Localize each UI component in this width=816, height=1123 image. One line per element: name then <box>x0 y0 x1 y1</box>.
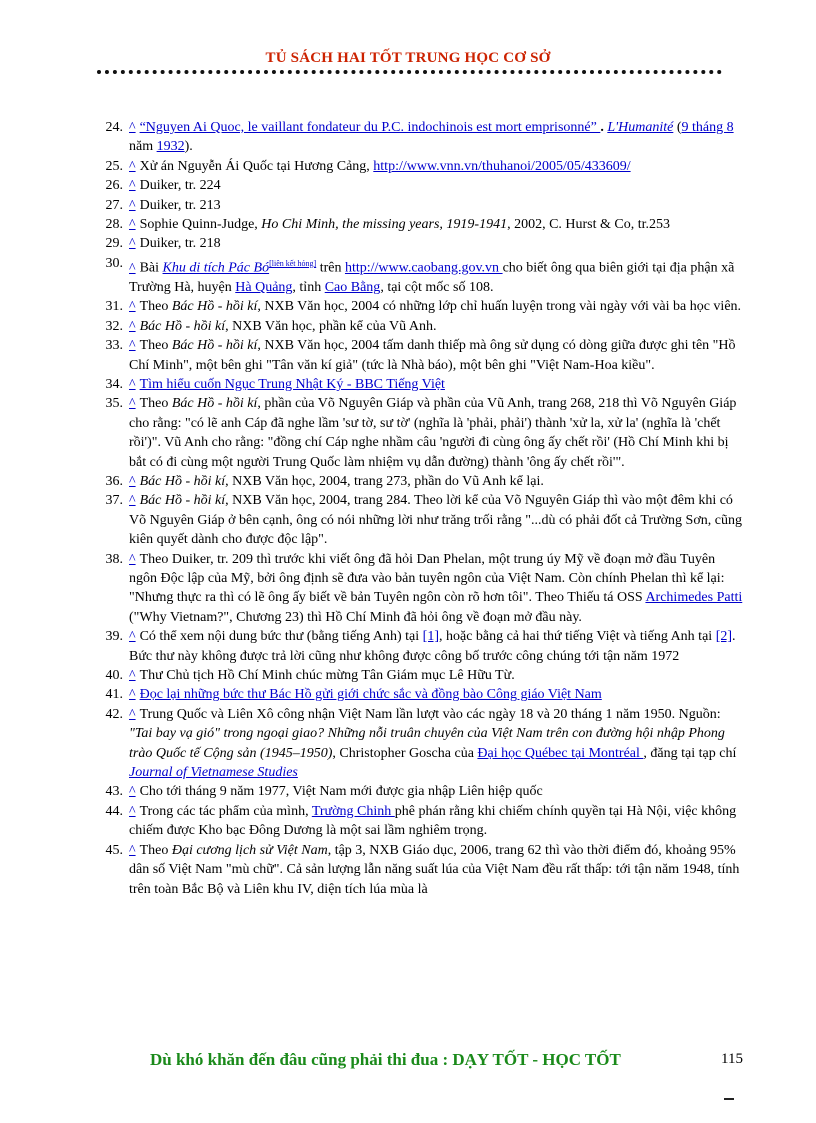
note-link[interactable]: [1] <box>422 629 439 645</box>
note-text: , NXB Văn học, phần kể của Vũ Anh. <box>225 318 437 334</box>
backref-link[interactable]: ^ <box>129 629 136 645</box>
footnote-item <box>95 550 745 628</box>
footnote-number: 25. <box>105 158 123 174</box>
footnote-body <box>129 782 745 801</box>
footnote-body <box>129 254 745 297</box>
footnote-item <box>95 118 745 157</box>
note-italic-text: Đại cương lịch sử Việt Nam <box>171 842 328 858</box>
note-text: , NXB Văn học, 2004, trang 273, phần do Vũ Anh kể lại. <box>225 473 544 489</box>
note-link[interactable]: “Nguyen Ai Quoc, le vaillant fondateur du P.C. indochinois est mort emprisonné” <box>139 120 601 135</box>
footnote-body <box>129 234 745 253</box>
backref-link[interactable]: ^ <box>129 338 136 354</box>
footnote-body <box>129 550 745 628</box>
footnote-body <box>129 802 745 841</box>
note-link[interactable]: Đại học Québec tại Montréal <box>477 745 644 761</box>
footnote-number: 34. <box>105 376 123 392</box>
note-italic-text: Bác Hồ - hồi kí <box>139 318 226 334</box>
backref-link[interactable]: ^ <box>129 120 136 135</box>
note-text: Có thể xem nội dung bức thư (bằng tiếng Anh) tại <box>139 629 423 645</box>
footnote-body <box>129 841 745 899</box>
footnote-number: 28. <box>105 217 123 233</box>
footnote-number: 33. <box>105 338 123 354</box>
note-italic-text: "Tai bay vạ gió" trong ngoại giao? Những nỗi truân chuyên của Việt Nam trên con đường hội nhập Phong trào Quốc tế Cộng sản (1945–1950) <box>129 726 725 761</box>
backref-link[interactable]: ^ <box>129 178 136 194</box>
footnote-body <box>129 297 745 316</box>
backref-link[interactable]: ^ <box>129 158 136 174</box>
note-text: Theo <box>139 338 172 354</box>
note-text: Theo <box>139 396 172 412</box>
note-text: Bài <box>139 260 163 276</box>
footnote-number: 39. <box>105 629 123 645</box>
footnote-number: 41. <box>105 687 123 703</box>
footnote-number: 29. <box>105 236 123 252</box>
note-italic-text: Bác Hồ - hồi kí <box>171 396 258 412</box>
footnote-number: 44. <box>105 803 123 819</box>
note-bold-text: . <box>600 120 608 135</box>
footnote-body <box>129 394 745 472</box>
footnote-number: 40. <box>105 668 123 684</box>
footnote-number: 35. <box>105 396 123 412</box>
footnote-body <box>129 666 745 685</box>
note-text: . Bức thư này không được trả lời cũng như không được công bố trước công chúng tới tận năm 1972 <box>129 629 736 664</box>
footnote-item <box>95 685 745 704</box>
note-text: ( <box>673 120 682 135</box>
note-text: Sophie Quinn-Judge, <box>139 217 262 233</box>
footnote-body <box>129 157 745 176</box>
footnote-body <box>129 196 745 215</box>
note-text: ). <box>184 139 193 155</box>
note-text: Cho tới tháng 9 năm 1977, Việt Nam mới được gia nhập Liên hiệp quốc <box>139 784 543 800</box>
footnote-number: 27. <box>105 197 123 213</box>
page-number: 115 <box>721 1051 743 1067</box>
footnote-item <box>95 705 745 783</box>
footnote-body <box>129 472 745 491</box>
footnote-item <box>95 394 745 472</box>
footnote-body <box>129 685 745 704</box>
note-text: Theo <box>139 842 172 858</box>
footnote-number: 45. <box>105 842 123 858</box>
backref-link[interactable]: ^ <box>129 668 136 684</box>
note-text: , NXB Văn học, 2004 tấm danh thiếp mà ông sử dụng có dòng giữa được ghi tên "Hồ Chí Minh", một bên ghi "Tân văn kí giả" (tức là Nhà báo), một bên ghi "Việt Nam-Hoa kiều". <box>129 338 736 373</box>
note-link[interactable]: 1932 <box>156 139 185 155</box>
note-italic-text: Bác Hồ - hồi kí <box>171 299 258 315</box>
footnote-item <box>95 491 745 549</box>
note-link[interactable]: Archimedes Patti <box>645 590 743 606</box>
note-link[interactable]: Đọc lại những bức thư Bác Hồ gửi giới chức sắc và đồng bào Công giáo Việt Nam <box>139 687 602 703</box>
note-text: Theo <box>139 299 172 315</box>
footnote-item <box>95 841 745 899</box>
note-link[interactable]: Hà Quảng <box>235 279 293 295</box>
note-text: trên <box>316 260 345 276</box>
header-title: TỦ SÁCH HAI TỐT TRUNG HỌC CƠ SỞ <box>265 50 551 66</box>
backref-link[interactable]: ^ <box>129 687 136 703</box>
backref-link[interactable]: ^ <box>129 842 136 858</box>
backref-link[interactable]: ^ <box>129 706 136 722</box>
note-text: , đăng tại tạp chí <box>643 745 737 761</box>
note-text: , tập 3, NXB Giáo dục, 2006, trang 62 thì vào thời điểm đó, khoảng 95% dân số Việt Nam "mù chữ". Cả sản lượng lẫn năng suất lúa của Việt Nam đều rất thấp: tới tận năm 1948, tính trên toàn Bắc Bộ và Liên khu IV, diện tích lúa mùa là <box>129 842 740 897</box>
backref-link[interactable]: ^ <box>129 473 136 489</box>
note-text: Xử án Nguyễn Ái Quốc tại Hương Cảng, <box>139 158 374 174</box>
footnotes-list <box>95 118 745 899</box>
note-text: , NXB Văn học, 2004, trang 284. Theo lời kể của Võ Nguyên Giáp thì vào một đêm khi có Võ Nguyên Giáp ở bên cạnh, ông có nói những lời như trăng trối rằng "...dù có phải đốt cả Trường Sơn, cũng kiên quyết dành cho được độc lập". <box>129 493 742 548</box>
note-italic-link[interactable]: L'Humanité <box>607 120 674 135</box>
note-text: , tại cột mốc số 108. <box>380 279 494 295</box>
footnote-item <box>95 297 745 316</box>
note-link[interactable]: Trường Chinh <box>311 803 395 819</box>
note-text: phê phán rằng khi chiếm chính quyền tại Hà Nội, việc không chiếm được Kho bạc Đông Dương là một sai lầm nghiêm trọng. <box>129 803 737 839</box>
footnote-item <box>95 802 745 841</box>
note-link[interactable]: Cao Bằng <box>324 279 381 295</box>
footnote-body <box>129 491 745 549</box>
footnote-item <box>95 196 745 215</box>
note-text: cho biết ông qua biên giới tại địa phận xã Trường Hà, huyện <box>129 260 735 295</box>
note-text: Duiker, tr. 213 <box>139 197 221 213</box>
footnote-item <box>95 336 745 375</box>
footnote-body <box>129 627 745 666</box>
footnote-body <box>129 118 745 157</box>
note-text: Thư Chủ tịch Hồ Chí Minh chúc mừng Tân Giám mục Lê Hữu Từ. <box>139 668 515 684</box>
corner-mark <box>724 1098 734 1100</box>
footnote-item <box>95 176 745 195</box>
footnote-item <box>95 627 745 666</box>
footnote-number: 32. <box>105 318 123 334</box>
note-italic-text: Bác Hồ - hồi kí <box>171 338 258 354</box>
backref-link[interactable]: ^ <box>129 318 136 334</box>
note-text: , hoặc bằng cả hai thứ tiếng Việt và tiếng Anh tại <box>438 629 716 645</box>
footnote-item <box>95 782 745 801</box>
footnote-number: 36. <box>105 473 123 489</box>
footnote-number: 38. <box>105 551 123 567</box>
backref-link[interactable]: ^ <box>129 396 136 412</box>
header-dotted-rule <box>97 70 722 74</box>
footnote-item <box>95 234 745 253</box>
backref-link[interactable]: ^ <box>129 236 136 252</box>
footnote-item <box>95 317 745 336</box>
note-italic-text: Ho Chi Minh, the missing years, 1919-1941 <box>261 217 508 233</box>
backref-link[interactable]: ^ <box>129 197 136 213</box>
note-text: ("Why Vietnam?", Chương 23) thì Hồ Chí Minh đã hỏi ông về đoạn mở đầu này. <box>129 609 582 625</box>
note-italic-text: Bác Hồ - hồi kí <box>139 473 226 489</box>
footnote-item <box>95 375 745 394</box>
footer-slogan: Dù khó khăn đến đâu cũng phải thi đua : DẠY TỐT - HỌC TỐT <box>150 1050 621 1069</box>
note-text: Trong các tác phẩm của mình, <box>139 803 312 819</box>
footnote-item <box>95 254 745 297</box>
note-text: , NXB Văn học, 2004 có những lớp chỉ huấn luyện trong vài ngày với vài ba học viên. <box>257 299 742 315</box>
backref-link[interactable]: ^ <box>129 784 136 800</box>
note-link[interactable]: [2] <box>715 629 733 645</box>
note-text: Duiker, tr. 224 <box>139 178 221 194</box>
note-text: , 2002, C. Hurst & Co, tr.253 <box>507 217 671 233</box>
note-text: , tỉnh <box>292 279 325 295</box>
note-link[interactable]: 9 tháng 8 <box>681 120 734 135</box>
footnote-item <box>95 472 745 491</box>
note-link[interactable]: Tìm hiểu cuốn Ngục Trung Nhật Ký - BBC Tiếng Việt <box>139 376 445 392</box>
backref-link[interactable]: ^ <box>129 376 136 392</box>
broken-link-marker[interactable]: [liên kết hỏng] <box>269 258 317 268</box>
note-text: Theo Duiker, tr. 209 thì trước khi viết ông đã hỏi Dan Phelan, một trung úy Mỹ về đoạn mở đầu Tuyên ngôn Độc lập của Mỹ, bởi ông định sẽ đưa vào bản tuyên ngôn của Việt Nam. Còn chính Phelan thì kể lại: "Nhưng thực ra thì có lẽ ông ấy biết về bản Tuyên ngôn còn rõ hơn tôi". Theo Thiếu tá OSS <box>129 551 725 606</box>
backref-link[interactable]: ^ <box>129 551 136 567</box>
footnote-body <box>129 215 745 234</box>
note-text: năm <box>129 139 157 155</box>
note-text: Trung Quốc và Liên Xô công nhận Việt Nam lần lượt vào các ngày 18 và 20 tháng 1 năm 1950. Nguồn: <box>139 706 721 722</box>
footnote-body <box>129 336 745 375</box>
backref-link[interactable]: ^ <box>129 217 136 233</box>
footnote-item <box>95 215 745 234</box>
note-text: , phần của Võ Nguyên Giáp và phần của Vũ Anh, trang 268, 218 thì Võ Nguyên Giáp cho rằng: "có lẽ anh Cáp đã nghe lầm 'sư tờ, sư tờ' (nghĩa là 'phải, phải') thành 'xử la, xử la' (nghĩa là 'chết rồi')". Vũ Anh cho rằng: "đồng chí Cáp nghe nhầm câu 'người đi cùng ông ấy chết rồi' (Hồ Chí Minh khi bị bắt có đi cùng một người Trung Quốc làm nhiệm vụ dẫn đường) thành 'ông ấy chết rồi'". <box>129 396 737 470</box>
footnote-item <box>95 666 745 685</box>
note-italic-link[interactable]: Khu di tích Pác Bó <box>162 260 270 276</box>
footnote-number: 43. <box>105 784 123 800</box>
backref-link[interactable]: ^ <box>129 260 136 276</box>
note-text: Duiker, tr. 218 <box>139 236 221 252</box>
backref-link[interactable]: ^ <box>129 803 136 819</box>
footnote-item <box>95 157 745 176</box>
footnote-number: 31. <box>105 299 123 315</box>
footnote-number: 30. <box>105 255 123 271</box>
note-italic-text: Bác Hồ - hồi kí <box>139 493 226 509</box>
footnote-number: 26. <box>105 178 123 194</box>
footnote-body <box>129 317 745 336</box>
note-italic-link[interactable]: Journal of Vietnamese Studies <box>129 765 298 781</box>
note-link[interactable]: http://www.vnn.vn/thuhanoi/2005/05/433609/ <box>373 158 631 174</box>
note-text: , Christopher Goscha của <box>332 745 478 761</box>
footnote-body <box>129 176 745 195</box>
footnote-number: 24. <box>105 120 123 135</box>
backref-link[interactable]: ^ <box>129 493 136 509</box>
footnote-number: 37. <box>105 493 123 509</box>
note-link[interactable]: http://www.caobang.gov.vn <box>344 260 503 276</box>
backref-link[interactable]: ^ <box>129 299 136 315</box>
footnote-number: 42. <box>105 706 123 722</box>
footnote-body <box>129 705 745 783</box>
footnote-body <box>129 375 745 394</box>
